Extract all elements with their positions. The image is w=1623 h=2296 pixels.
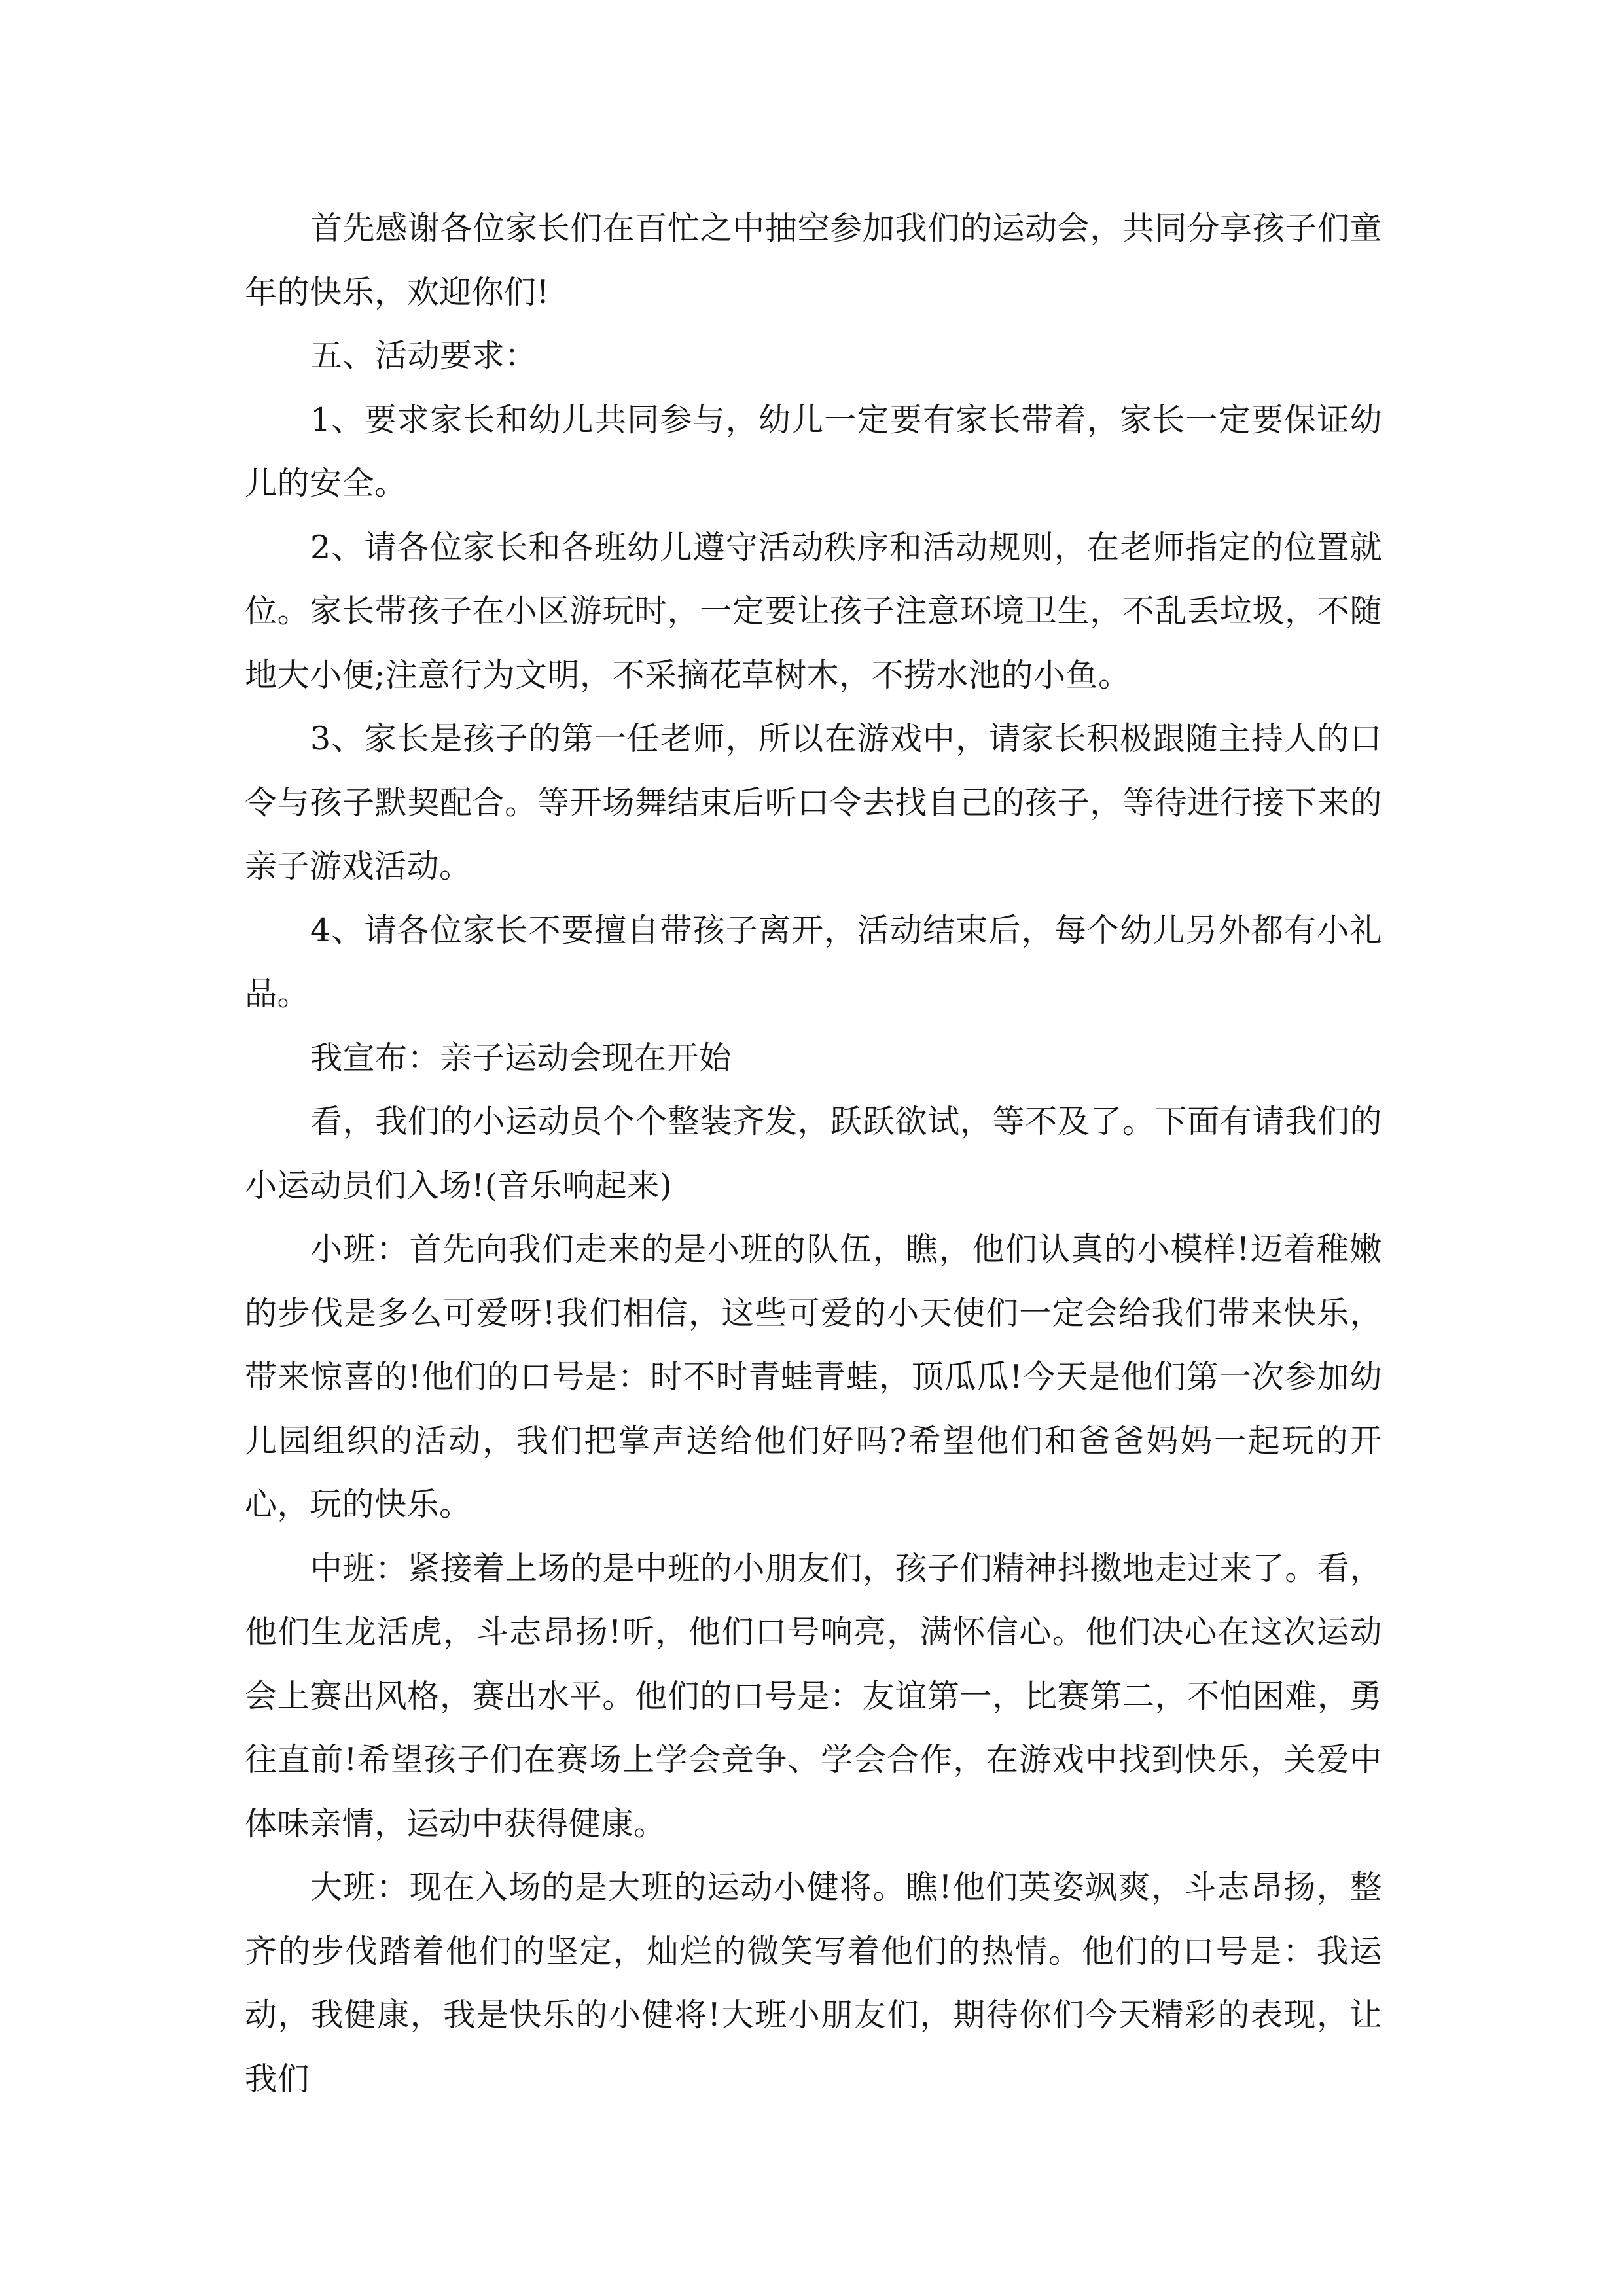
paragraph-small-class: 小班：首先向我们走来的是小班的队伍，瞧，他们认真的小模样!迈着稚嫩的步伐是多么可爱呀!我们相信，这些可爱的小天使们一定会给我们带来快乐，带来惊喜的!他们的口号是：时不时青蛙青蛙，顶瓜瓜!今天是他们第一次参加幼儿园组织的活动，我们把掌声送给他们好吗?希望他们和爸爸妈妈一起玩的开心，玩的快乐。 <box>245 1230 1382 1523</box>
paragraph-entrance: 看，我们的小运动员个个整装齐发，跃跃欲试，等不及了。下面有请我们的小运动员们入场!(音乐响起来) <box>245 1103 1382 1204</box>
requirement-item-1: 1、要求家长和幼儿共同参与，幼儿一定要有家长带着，家长一定要保证幼儿的安全。 <box>245 401 1382 502</box>
requirement-item-2: 2、请各位家长和各班幼儿遵守活动秩序和活动规则，在老师指定的位置就位。家长带孩子在小区游玩时，一定要让孩子注意环境卫生，不乱丢垃圾，不随地大小便;注意行为文明，不采摘花草树木，不捞水池的小鱼。 <box>245 528 1382 694</box>
paragraph-middle-class: 中班：紧接着上场的是中班的小朋友们，孩子们精神抖擞地走过来了。看，他们生龙活虎，斗志昂扬!听，他们口号响亮，满怀信心。他们决心在这次运动会上赛出风格，赛出水平。他们的口号是：友谊第一，比赛第二，不怕困难，勇往直前!希望孩子们在赛场上学会竞争、学会合作，在游戏中找到快乐，关爱中体味亲情，运动中获得健康。 <box>245 1549 1382 1842</box>
requirement-item-3: 3、家长是孩子的第一任老师，所以在游戏中，请家长积极跟随主持人的口令与孩子默契配合。等开场舞结束后听口令去找自己的孩子，等待进行接下来的亲子游戏活动。 <box>245 720 1382 885</box>
document-body <box>245 196 1382 2111</box>
paragraph-thanks: 首先感谢各位家长们在百忙之中抽空参加我们的运动会，共同分享孩子们童年的快乐，欢迎你们! <box>245 209 1382 311</box>
section-heading-requirements: 五、活动要求： <box>310 337 537 374</box>
paragraph-big-class: 大班：现在入场的是大班的运动小健将。瞧!他们英姿飒爽，斗志昂扬，整齐的步伐踏着他们的坚定，灿烂的微笑写着他们的热情。他们的口号是：我运动，我健康，我是快乐的小健将!大班小朋友们，期待你们今天精彩的表现，让我们 <box>245 1869 1382 2098</box>
paragraph-announcement: 我宣布：亲子运动会现在开始 <box>310 1039 732 1077</box>
requirement-item-4: 4、请各位家长不要擅自带孩子离开，活动结束后，每个幼儿另外都有小礼品。 <box>245 911 1382 1013</box>
